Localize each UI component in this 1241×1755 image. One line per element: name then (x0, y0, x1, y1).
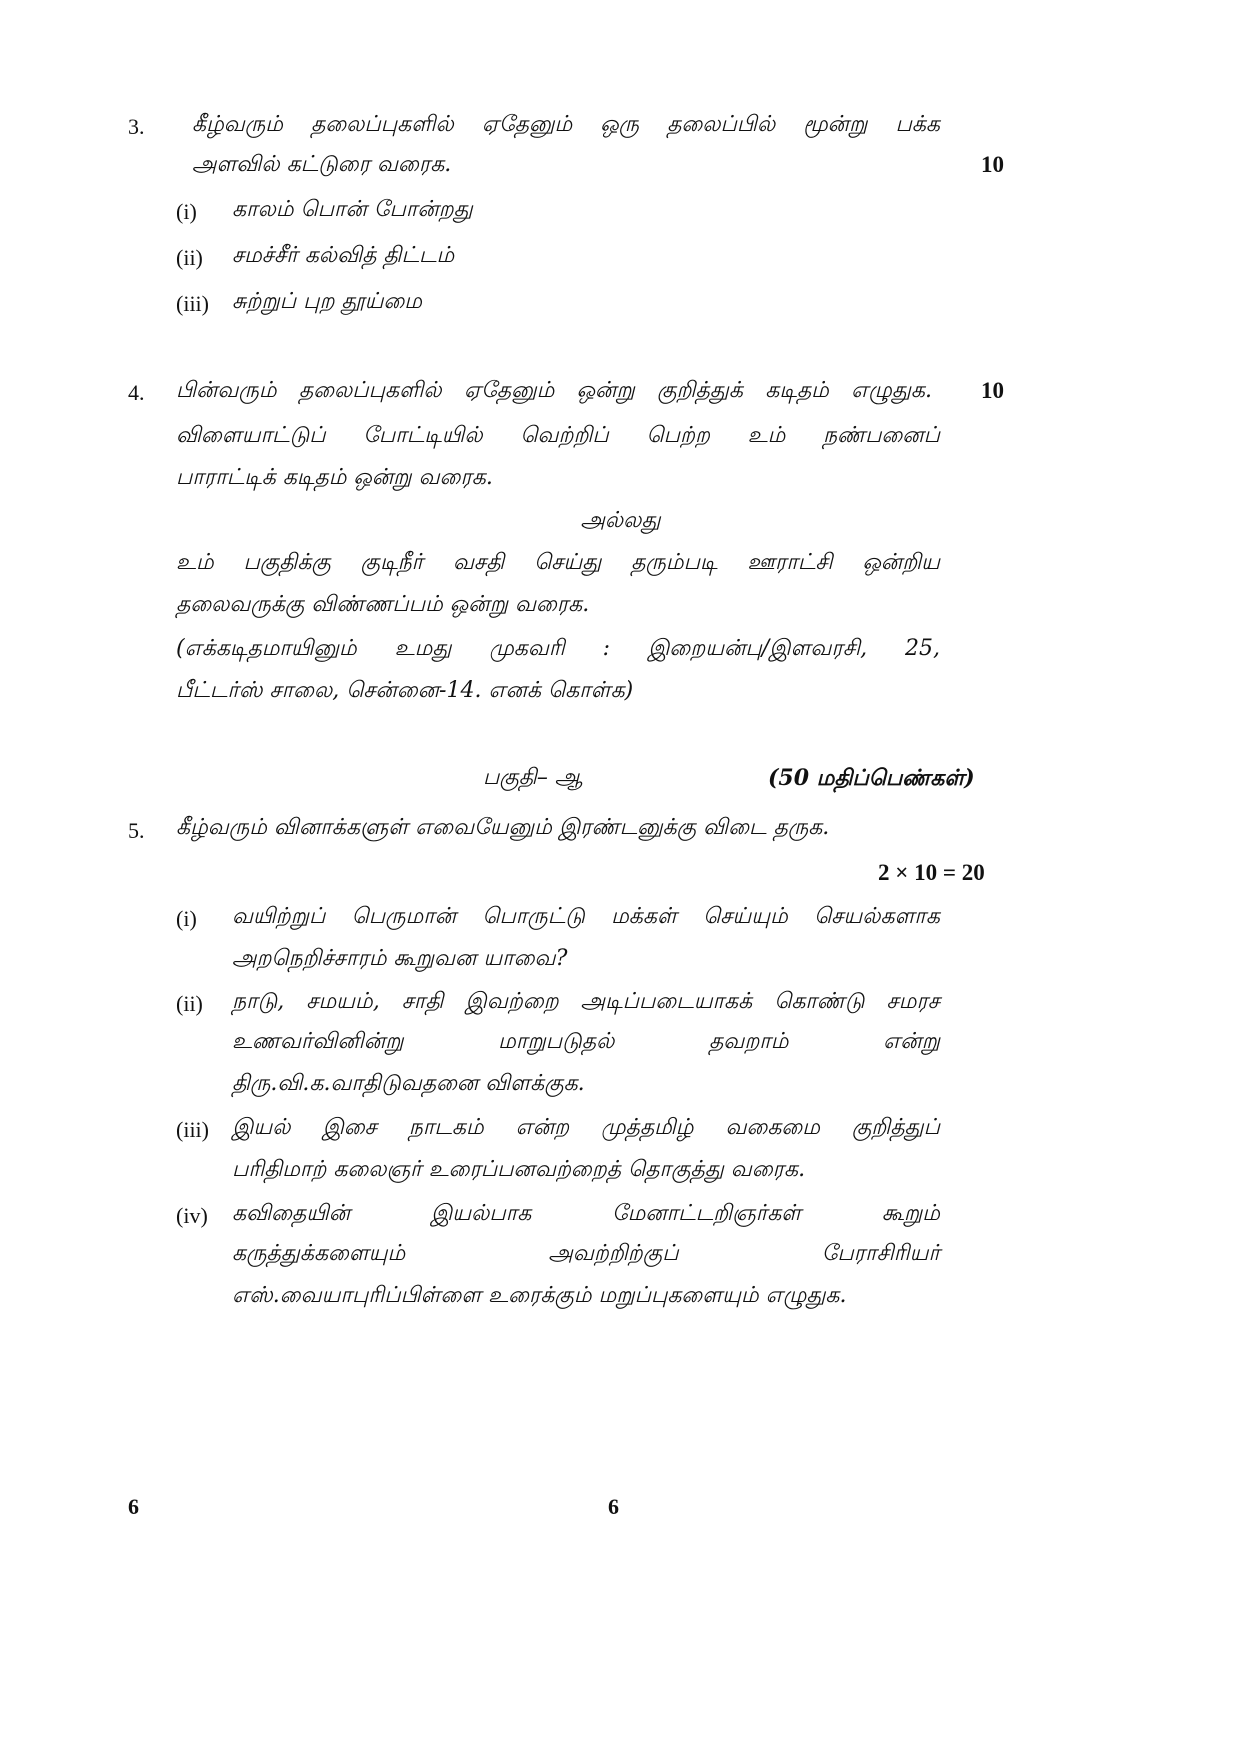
q3-option-label: (iii) (176, 291, 209, 316)
q5-option-line: நாடு, சமயம், சாதி இவற்றை அடிப்படையாகக் கொண்டு சமரச (232, 989, 940, 1014)
q3-option-text: சமச்சீர் கல்வித் திட்டம் (232, 243, 455, 268)
q5-option-line: உணவர்வினின்று மாறுபடுதல் தவறாம் என்று (232, 1029, 940, 1054)
q3-option-text: சுற்றுப் புற தூய்மை (232, 289, 422, 314)
q5-option-label: (i) (176, 906, 197, 931)
q3-marks: 10 (981, 152, 1004, 177)
q5-option-label: (iii) (176, 1117, 209, 1142)
q4-line-1: பின்வரும் தலைப்புகளில் ஏதேனும் ஒன்று குறித்துக் கடிதம் எழுதுக. (176, 378, 932, 403)
footer-page-number: 6 (608, 1494, 619, 1519)
q4-marks: 10 (981, 378, 1004, 403)
q4-note-line-2: பீட்டர்ஸ் சாலை, சென்னை-14. எனக் கொள்க) (176, 678, 634, 703)
q5-line-1: கீழ்வரும் வினாக்களுள் எவையேனும் இரண்டனுக்கு விடை தருக. (176, 815, 830, 840)
q3-option-label: (ii) (176, 245, 203, 270)
q5-number: 5. (128, 818, 145, 843)
q3-line-1: கீழ்வரும் தலைப்புகளில் ஏதேனும் ஒரு தலைப்பில் மூன்று பக்க (192, 112, 940, 137)
q5-option-label: (iv) (176, 1203, 208, 1228)
q5-option-label: (ii) (176, 991, 203, 1016)
section-title: பகுதி– ஆ (483, 765, 583, 790)
q4-or-divider: அல்லது (580, 508, 661, 533)
q3-number: 3. (128, 114, 145, 139)
q3-option-label: (i) (176, 199, 197, 224)
section-marks: (50 மதிப்பெண்கள்) (768, 765, 975, 791)
q5-option-line: கவிதையின் இயல்பாக மேனாட்டறிஞர்கள் கூறும் (232, 1201, 940, 1226)
q4-line-4: உம் பகுதிக்கு குடிநீர் வசதி செய்து தரும்படி ஊராட்சி ஒன்றிய (176, 550, 940, 575)
q5-marks: 2 × 10 = 20 (878, 860, 985, 885)
q5-option-line: திரு.வி.க.வாதிடுவதனை விளக்குக. (232, 1071, 585, 1096)
q3-option-text: காலம் பொன் போன்றது (232, 197, 473, 222)
q5-option-line: வயிற்றுப் பெருமான் பொருட்டு மக்கள் செய்யும் செயல்களாக (232, 904, 940, 929)
q4-note-line-1: (எக்கடிதமாயினும் உமது முகவரி : இறையன்பு/இளவரசி, 25, (176, 636, 940, 661)
q5-option-line: அறநெறிச்சாரம் கூறுவன யாவை? (232, 946, 568, 971)
q3-line-2: அளவில் கட்டுரை வரைக. (192, 152, 452, 177)
q4-line-3: பாராட்டிக் கடிதம் ஒன்று வரைக. (176, 465, 493, 490)
q5-option-line: எஸ்.வையாபுரிப்பிள்ளை உரைக்கும் மறுப்புகளையும் எழுதுக. (232, 1283, 847, 1308)
q5-option-line: பரிதிமாற் கலைஞர் உரைப்பனவற்றைத் தொகுத்து வரைக. (232, 1157, 806, 1182)
q4-line-2: விளையாட்டுப் போட்டியில் வெற்றிப் பெற்ற உம் நண்பனைப் (176, 423, 940, 448)
footer-page-code: 6 (128, 1494, 139, 1519)
q4-number: 4. (128, 380, 145, 405)
q5-option-line: கருத்துக்களையும் அவற்றிற்குப் பேராசிரியர் (232, 1241, 940, 1266)
q4-line-5: தலைவருக்கு விண்ணப்பம் ஒன்று வரைக. (176, 592, 590, 617)
q5-option-line: இயல் இசை நாடகம் என்ற முத்தமிழ் வகைமை குறித்துப் (232, 1115, 940, 1140)
